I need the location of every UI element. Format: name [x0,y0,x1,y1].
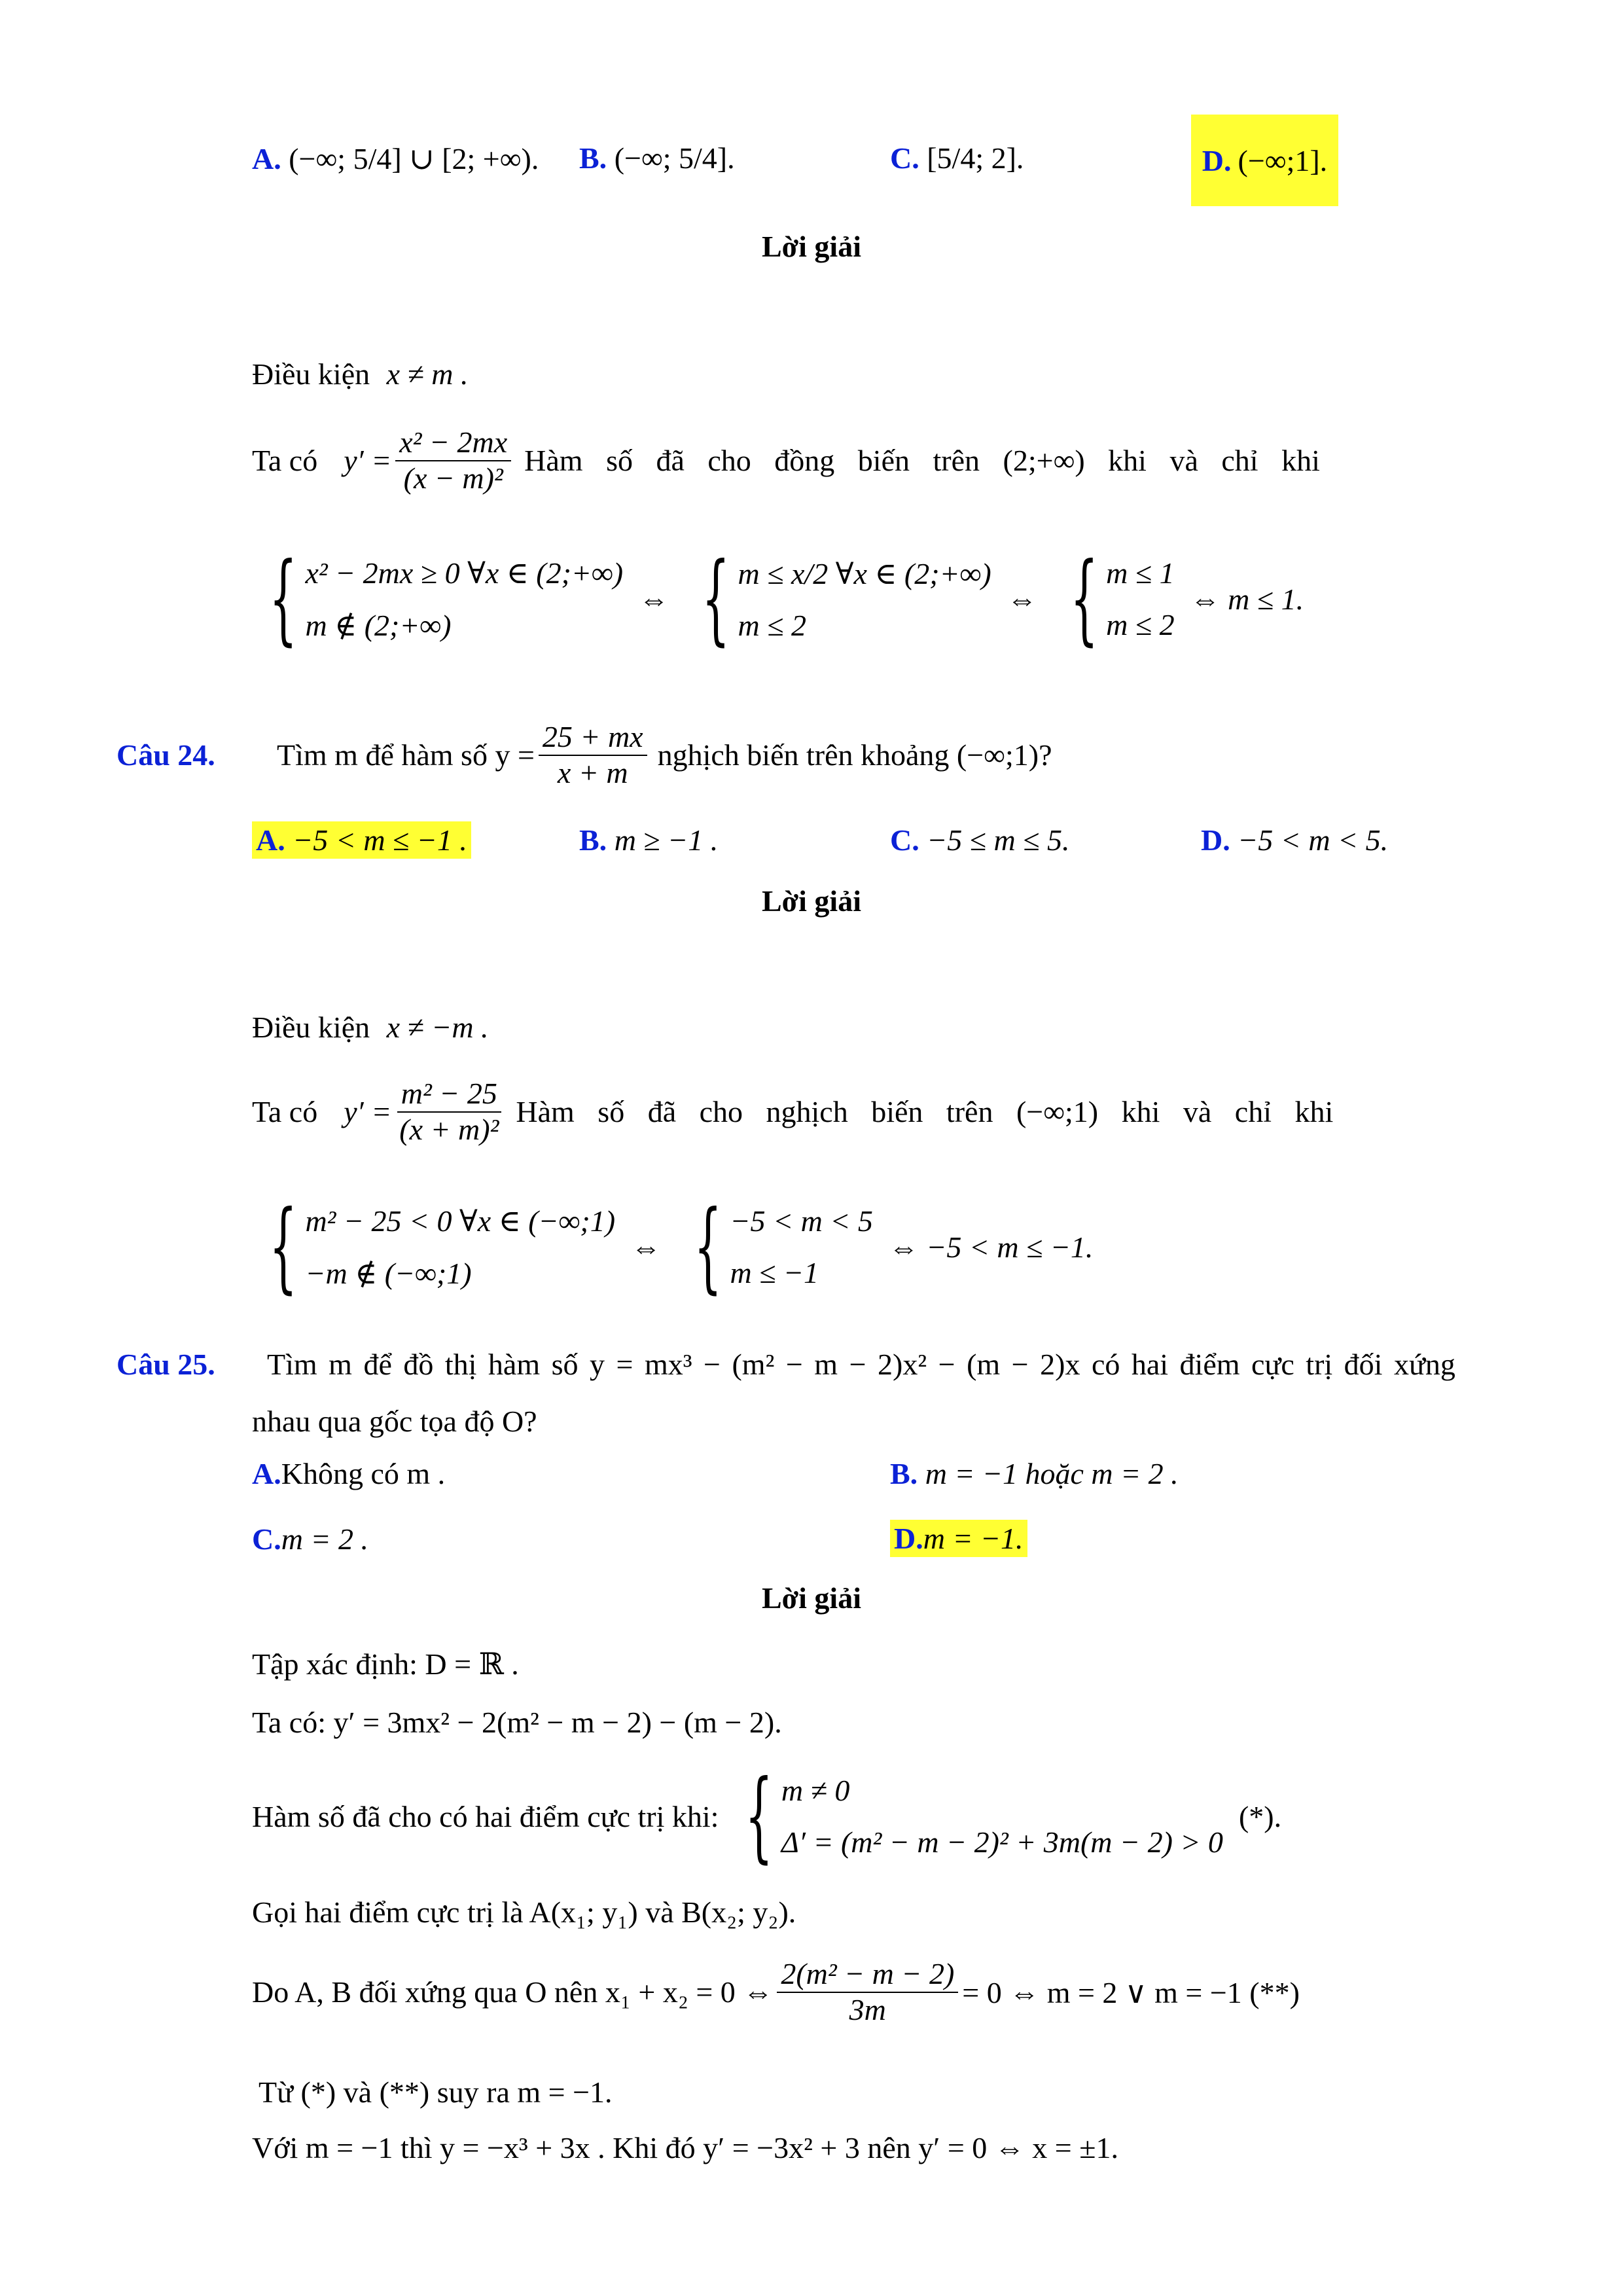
question-label: Câu 24. [116,738,215,772]
left-brace: { [745,1759,774,1873]
system-row: m ≤ 2 [1106,608,1175,641]
system-line [252,1190,1094,1304]
option-text: Không có m . [281,1457,446,1490]
solution-title: Lời giải [762,884,861,918]
system-2 [677,1190,873,1304]
system-row: m ≤ x/2 ∀x ∈ (2;+∞) [738,556,991,590]
fraction-numerator: m² − 25 [397,1077,501,1113]
symmetry-post: = 0 ⇔ m = 2 ∨ m = −1 (**) [962,1975,1300,2009]
solution-line-domain: Tập xác định: D = ℝ . [252,1647,519,1681]
condition-label: Điều kiện [252,1011,370,1044]
option-text: (−∞; 5/4]. [614,141,735,175]
system-row: x² − 2mx ≥ 0 ∀x ∈ (2;+∞) [305,556,624,590]
y-prime: y′ = [344,444,392,478]
derivative-line [252,425,1502,496]
fraction-denominator: (x − m)² [403,461,503,495]
option-label: C. [890,141,919,175]
solution-line-extrema-condition [252,1759,1282,1873]
left-brace: { [694,1190,722,1304]
condition-pre: Hàm số đã cho có hai điểm cực trị khi: [252,1799,719,1833]
condition-line [252,1010,489,1045]
system-2 [685,542,991,656]
q23-option-c [890,141,1024,175]
left-brace: { [702,542,730,656]
line-rest: Hàm số đã cho đồng biến trên (2;+∞) khi và chỉ khi [524,444,1320,478]
q25-option-a [252,1456,445,1491]
left-brace: { [1069,542,1098,656]
conclusion: ⇔ −5 < m ≤ −1. [888,1230,1094,1264]
left-brace: { [269,1190,298,1304]
solution-line-derivative: Ta có: y′ = 3mx² − 2(m² − m − 2) − (m − 2). [252,1706,782,1739]
q24-option-b [579,823,718,857]
option-label: B. [579,823,607,857]
fraction-numerator: x² − 2mx [395,425,511,461]
fraction-denominator: (x + m)² [399,1112,499,1146]
condition-math: x ≠ −m . [386,1011,489,1044]
condition-post: (*). [1238,1799,1282,1833]
conclusion: ⇔ m ≤ 1. [1190,582,1304,616]
symmetry-fraction [777,1957,958,2028]
derivative-line [252,1077,1502,1147]
question-stem-post: nghịch biến trên khoảng (−∞;1)? [657,738,1052,772]
option-label: A. [256,823,285,857]
solution-line-check: Với m = −1 thì y = −x³ + 3x . Khi đó y′ = −3x² + 3 nên y′ = 0 ⇔ x = ±1. [252,2131,1118,2164]
question-stem-line2: nhau qua gốc tọa độ O? [252,1405,537,1438]
system-row: m ≠ 0 [781,1774,850,1807]
solution-line-points: Gọi hai điểm cực trị là A(x₁; y₁) và B(x₂; y₂). [252,1895,796,1929]
option-label: C. [252,1522,281,1556]
option-text: (−∞;1]. [1238,143,1328,177]
question-stem: Tìm m để đồ thị hàm số y = mx³ − (m² − m − 2)x² − (m − 2)x có hai điểm cực trị đối xứng [267,1348,1455,1381]
option-text: −5 < m < 5. [1238,823,1389,857]
option-label: C. [890,823,919,857]
derivative-fraction [395,1077,503,1147]
condition-label: Điều kiện [252,357,370,391]
q23-option-d [1191,115,1338,206]
ta-co-label: Ta có [252,444,318,478]
q25-option-b [890,1456,1179,1491]
condition-line [252,357,469,391]
q24-option-c [890,823,1070,857]
solution-line-symmetry [252,1957,1300,2028]
equivalence-symbol: ⇔ [639,582,669,616]
solution-title: Lời giải [762,1581,861,1615]
system-row: m ∉ (2;+∞) [305,609,452,642]
system-row: m ≤ 1 [1106,556,1175,590]
fraction-numerator: 25 + mx [539,720,647,756]
option-text: −5 < m ≤ −1 . [293,823,467,857]
system-1 [252,1190,616,1304]
system-row: m ≤ −1 [730,1256,819,1289]
option-text: [5/4; 2]. [927,141,1024,175]
symmetry-pre: Do A, B đối xứng qua O nên x₁ + x₂ = 0 ⇔ [252,1975,774,2009]
option-label: D. [1201,823,1230,857]
option-text: m = −1 hoặc m = 2 . [925,1457,1179,1490]
system-row: −5 < m < 5 [730,1204,873,1238]
solution-line-result: Từ (*) và (**) suy ra m = −1. [259,2075,613,2109]
system-line [252,542,1304,656]
option-label: B. [579,141,607,175]
option-label: B. [890,1457,918,1490]
solution-title: Lời giải [762,230,861,263]
fraction-denominator: x + m [557,755,628,789]
question-label: Câu 25. [116,1348,215,1381]
line-rest: Hàm số đã cho nghịch biến trên (−∞;1) khi và chỉ khi [516,1095,1334,1129]
system-row: −m ∉ (−∞;1) [305,1257,472,1290]
option-text: m = −1. [923,1522,1024,1555]
option-text: m ≥ −1 . [614,823,719,857]
y-prime: y′ = [344,1095,392,1129]
option-text: −5 ≤ m ≤ 5. [927,823,1070,857]
option-label: D. [894,1522,923,1555]
q25-option-d [890,1520,1027,1557]
option-text: (−∞; 5/4] ∪ [2; +∞). [289,142,539,175]
q23-option-a [252,141,539,176]
q23-option-b [579,141,735,175]
q25-stem [116,1347,1502,1382]
q24-option-a [252,821,471,859]
condition-system [728,1759,1223,1873]
option-label: A. [252,142,281,175]
function-fraction [539,720,647,791]
ta-co-label: Ta có [252,1095,318,1129]
q25-option-c [252,1522,368,1556]
system-row: Δ′ = (m² − m − 2)² + 3m(m − 2) > 0 [781,1825,1223,1859]
option-text: m = 2 . [281,1522,368,1556]
system-row: m² − 25 < 0 ∀x ∈ (−∞;1) [305,1204,616,1238]
system-1 [252,542,624,656]
equivalence-symbol: ⇔ [1007,582,1037,616]
condition-math: x ≠ m . [386,357,469,391]
fraction-numerator: 2(m² − m − 2) [777,1957,958,1993]
derivative-fraction [395,425,511,496]
left-brace: { [269,542,298,656]
equivalence-symbol: ⇔ [631,1230,662,1264]
option-label: A. [252,1457,281,1490]
fraction-denominator: 3m [849,1992,886,2026]
system-3 [1053,542,1175,656]
q24-option-d [1201,823,1388,857]
system-row: m ≤ 2 [738,608,806,642]
q24-stem [116,720,1052,791]
question-stem-pre: Tìm m để hàm số y = [277,738,535,772]
option-label: D. [1202,143,1232,177]
